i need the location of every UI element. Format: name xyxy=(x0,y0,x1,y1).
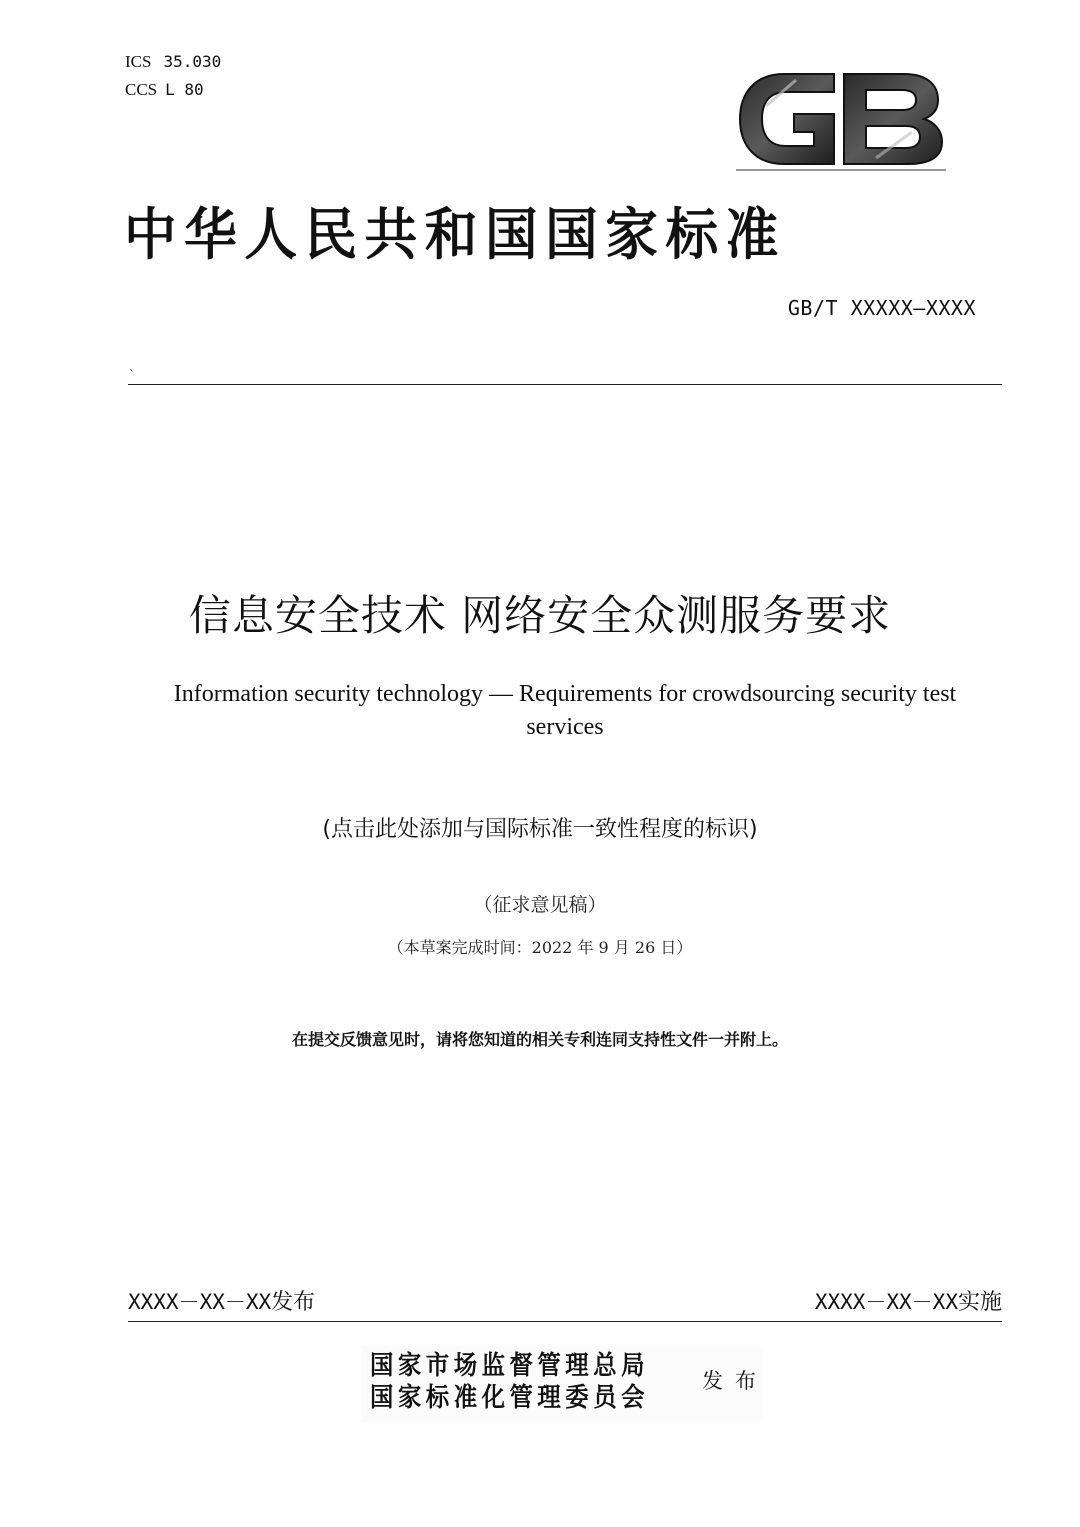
conformity-note[interactable]: (点击此处添加与国际标准一致性程度的标识) xyxy=(322,817,758,842)
release-label: 发布 xyxy=(271,1290,316,1315)
implementation-date xyxy=(815,1286,1002,1319)
standard-number: GB/T XXXXX—XXXX xyxy=(787,296,976,320)
ccs-code-row xyxy=(125,80,204,100)
issuer-sac: 国家标准化管理委员会 xyxy=(370,1383,650,1413)
issue-word: 发布 xyxy=(702,1369,768,1393)
draft-status: （征求意见稿） xyxy=(473,894,607,916)
chinese-title: 信息安全技术 网络安全众测服务要求 xyxy=(188,591,892,640)
implementation-date-value: XXXX－XX－XX xyxy=(814,1290,958,1314)
ics-code-row xyxy=(125,52,221,72)
ics-value: 35.030 xyxy=(163,52,222,71)
release-date-value: XXXX－XX－XX xyxy=(128,1290,272,1314)
patent-note: 在提交反馈意见时，请将您知道的相关专利连同支持性文件一并附上。 xyxy=(291,1030,788,1049)
rule-mark: ` xyxy=(129,368,135,382)
release-date xyxy=(128,1286,315,1319)
ccs-label: CCS xyxy=(125,80,158,99)
ics-label: ICS xyxy=(125,52,152,71)
english-title: Information security technology — Requirements for crowdsourcing security test services xyxy=(173,681,957,740)
implementation-label: 实施 xyxy=(957,1290,1002,1315)
bottom-divider xyxy=(128,1321,1002,1322)
national-standard-title: 中华人民共和国国家标准 xyxy=(124,202,786,268)
top-divider xyxy=(128,384,1002,385)
issuer-samr: 国家市场监督管理总局 xyxy=(370,1351,650,1381)
issuing-authorities xyxy=(362,1346,768,1422)
ccs-value: L 80 xyxy=(165,80,204,99)
draft-completion-date: （本草案完成时间：2022 年 9 月 26 日） xyxy=(387,938,693,957)
gb-logo xyxy=(736,66,946,172)
